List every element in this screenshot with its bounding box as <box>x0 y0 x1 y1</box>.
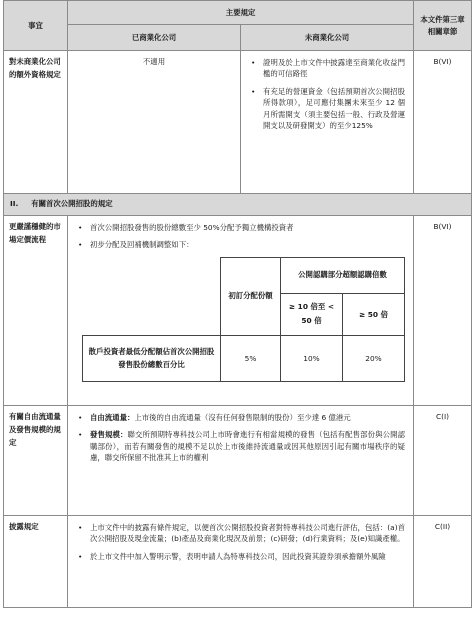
clawback-table <box>82 257 405 382</box>
chapter-ref: B(VI) <box>414 51 472 194</box>
cell-market-pricing <box>68 216 414 406</box>
chapter-ref: C(I) <box>414 406 472 516</box>
list-item: • 上市文件中的披露有條件規定，以便首次公開招股投資者對特專科技公司進行評估，包括：(a)首次公開招股及現金流量；(b)產品及商業化現況及前景；(c)研發；(d)行業資料；及(e)知識產權。 <box>78 523 406 544</box>
table-row <box>4 516 472 608</box>
section-header-row <box>4 194 472 216</box>
row-title-market-pricing: 更嚴謹穩健的市場定價流程 <box>4 216 68 406</box>
row-title-disclosure: 披露規定 <box>4 516 68 608</box>
list-item: • 自由流通量：上市後的自由流通量（沒有任何發售限制的股份）至少達 6 億港元 <box>78 413 351 422</box>
requirement-list <box>74 222 405 251</box>
chapter-ref: C(II) <box>414 516 472 608</box>
table-header-row <box>4 1 472 25</box>
band-50-plus: ≥ 50 倍 <box>343 293 405 335</box>
table-row <box>4 406 472 516</box>
bullet-icon: • <box>78 551 83 561</box>
header-matter: 事宜 <box>4 1 68 51</box>
bullet-icon: • <box>251 58 256 67</box>
bullet-icon: • <box>78 430 83 440</box>
table-subheader-row <box>4 25 472 51</box>
list-item: • 證明及於上市文件中披露達至商業化收益門檻的可信路徑 <box>251 58 406 79</box>
requirement-list <box>247 57 405 132</box>
clawback-table-wrap <box>82 257 395 382</box>
requirement-list <box>74 412 405 464</box>
chapter-ref: B(VI) <box>414 216 472 406</box>
list-item: • 初步分配及回補機制調整如下： <box>78 240 194 250</box>
bullet-icon: • <box>78 413 83 422</box>
table-row <box>4 216 472 406</box>
initial-allocation-header: 初訂分配份額 <box>221 257 281 335</box>
list-item: • 有充足的營運資金（包括預期首次公開招股所得款項），足可應付集團未來至少 12 個月所需開支（須主要包括一般、行政及營運開支以及研發開支）的至少125% <box>251 86 406 131</box>
header-commercialised: 已商業化公司 <box>68 25 241 51</box>
list-item: • 於上市文件中加入警明示警，表明申請人為特專科技公司，因此投資其證券須承擔額外風險 <box>78 551 386 561</box>
list-item: • 發售規模：聯交所預期特專科技公司上市時會進行有相當規模的發售（包括有配售部份與公開認購部份），而若有關發售的規模不足以於上市後維持流通量或因其他原因引起有關市場秩序的疑慮，聯交所保留不批准其上市的權利 <box>78 430 406 463</box>
cell-disclosure <box>68 516 414 608</box>
requirements-table <box>3 0 472 608</box>
header-chapter: 本文件第三章相關章節 <box>414 1 472 51</box>
section-ii-header <box>4 194 472 216</box>
bullet-icon: • <box>251 86 256 96</box>
value-band2: 20% <box>343 335 405 381</box>
bullet-icon: • <box>78 240 83 250</box>
section-number: II. <box>10 199 19 208</box>
header-main-requirements: 主要規定 <box>68 1 414 25</box>
row-title-free-float: 有關自由流通量及發售規模的規定 <box>4 406 68 516</box>
cell-not-applicable: 不適用 <box>68 51 241 194</box>
list-item: • 首次公開招股發售的股份總數至少 50%分配予獨立機構投資者 <box>78 223 294 232</box>
section-title: 有關首次公開招股的規定 <box>31 199 113 208</box>
value-initial: 5% <box>221 335 281 381</box>
bullet-icon: • <box>78 223 83 232</box>
table-row <box>4 51 472 194</box>
cell-free-float <box>68 406 414 516</box>
header-pre-commercial: 未商業化公司 <box>241 25 414 51</box>
value-band1: 10% <box>281 335 343 381</box>
row-title-eligibility: 對未商業化公司的額外資格規定 <box>4 51 68 194</box>
oversubscription-header: 公開認購部分超額認購倍數 <box>281 257 405 293</box>
cell-pre-commercial-requirements <box>241 51 414 194</box>
bullet-icon: • <box>78 523 83 532</box>
retail-min-allocation-label: 散戶投資者最低分配額佔首次公開招股發售股份總數百分比 <box>83 335 221 381</box>
document-page <box>3 0 471 630</box>
band-10-50: ≥ 10 倍至 < 50 倍 <box>281 293 343 335</box>
requirement-list <box>74 522 405 562</box>
